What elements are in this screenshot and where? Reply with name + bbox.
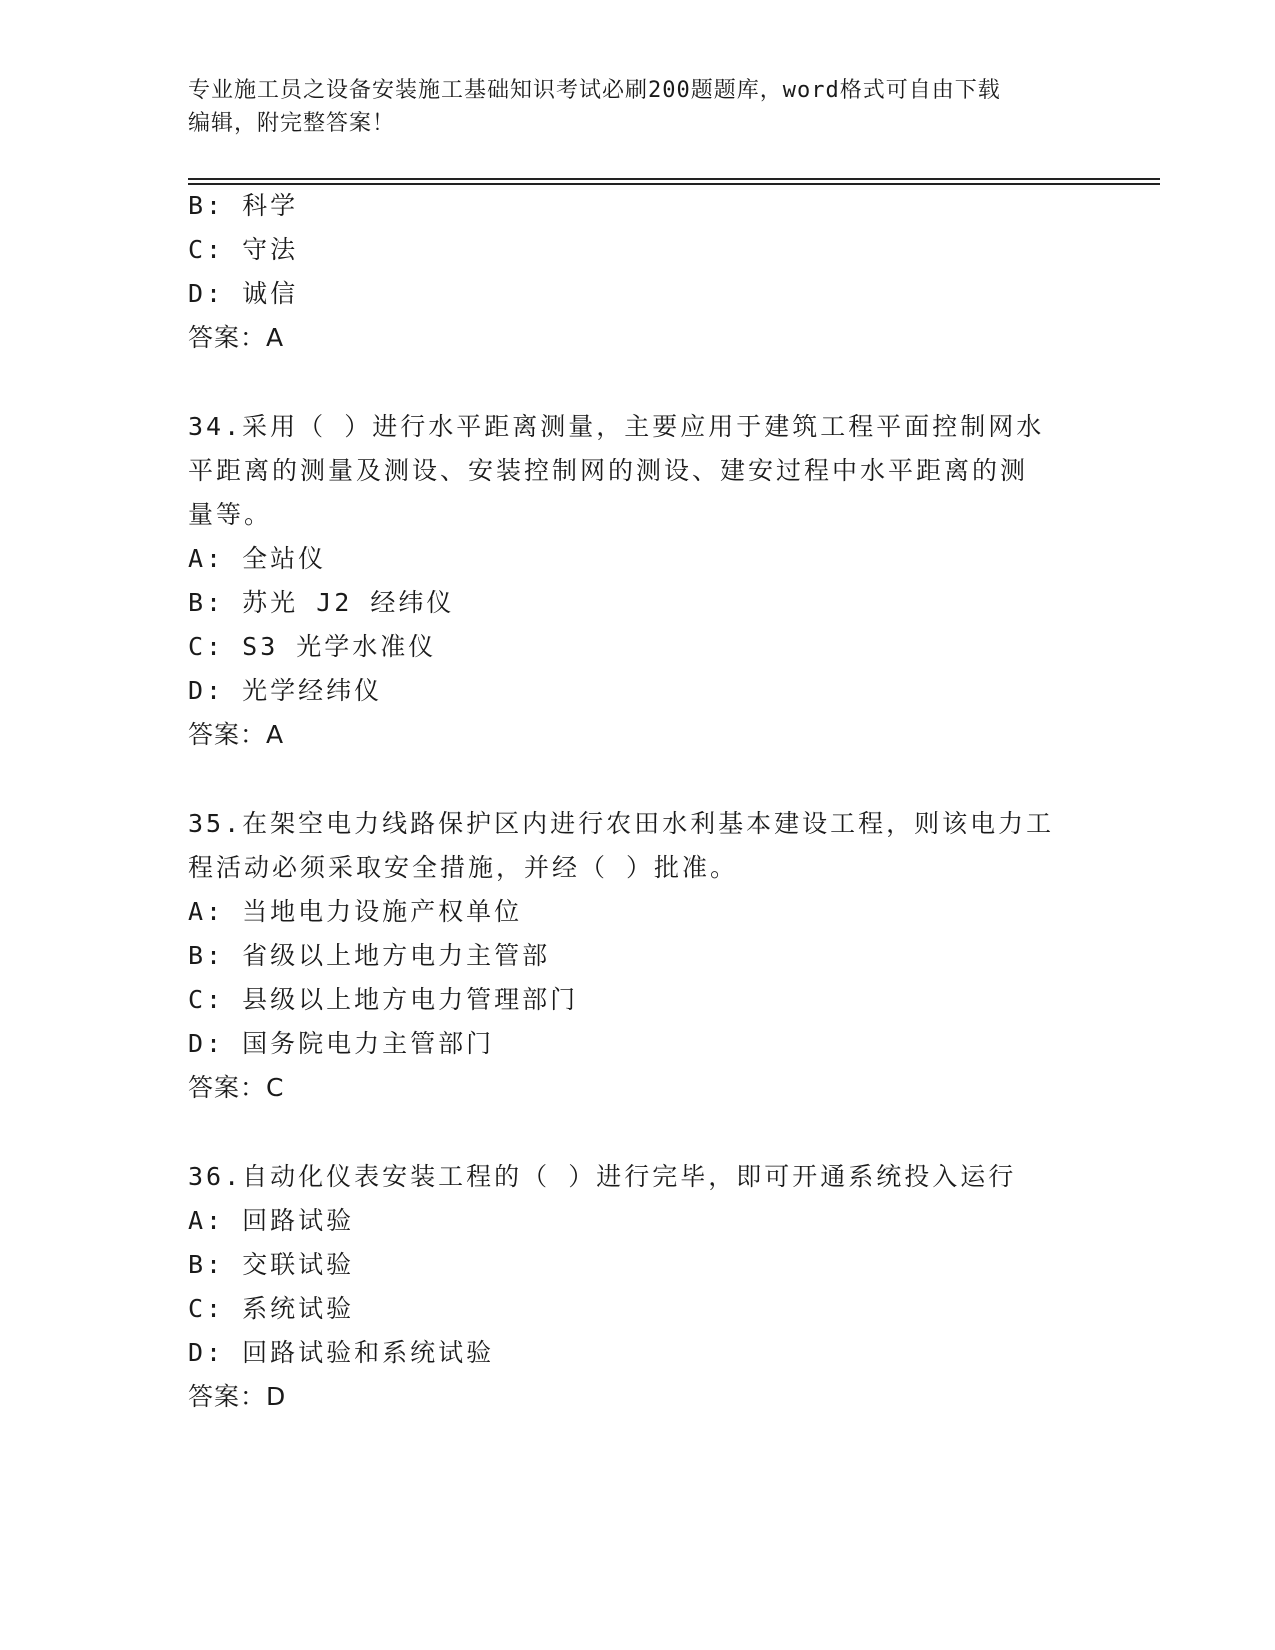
q36-option-d: D: 回路试验和系统试验 [188,1338,495,1367]
q36-option-c: C: 系统试验 [188,1294,355,1323]
q35-option-a: A: 当地电力设施产权单位 [188,897,523,926]
q34-stem-line-3: 量等。 [188,500,273,529]
q35-answer: 答案：C [188,1073,285,1102]
header-divider-top [188,178,1160,180]
q34-answer: 答案：A [188,720,285,749]
q34-option-b: B: 苏光 J2 经纬仪 [188,588,455,617]
q34-stem-line-1: 34.采用（ ）进行水平距离测量，主要应用于建筑工程平面控制网水 [188,412,1045,441]
q35-option-c: C: 县级以上地方电力管理部门 [188,985,579,1014]
q33-answer: 答案：A [188,323,285,352]
q34-option-a: A: 全站仪 [188,544,327,573]
q36-option-a: A: 回路试验 [188,1206,355,1235]
q35-stem-line-2: 程活动必须采取安全措施，并经（ ）批准。 [188,853,739,882]
header-title-line-2: 编辑，附完整答案！ [188,111,396,136]
q35-option-d: D: 国务院电力主管部门 [188,1029,495,1058]
q35-stem-line-1: 35.在架空电力线路保护区内进行农田水利基本建设工程，则该电力工 [188,809,1055,838]
q36-answer: 答案：D [188,1382,287,1411]
header-divider-bottom [188,183,1160,185]
header-title-line-1: 专业施工员之设备安装施工基础知识考试必刷200题题库，word格式可自由下载 [188,78,1001,103]
q36-option-b: B: 交联试验 [188,1250,355,1279]
document-header [188,74,1068,140]
q36-stem-line-1: 36.自动化仪表安装工程的（ ）进行完毕，即可开通系统投入运行 [188,1162,1017,1191]
q33-option-d: D: 诚信 [188,279,299,308]
q34-stem-line-2: 平距离的测量及测设、安装控制网的测设、建安过程中水平距离的测 [188,456,1029,485]
q33-option-c: C: 守法 [188,235,299,264]
q34-option-d: D: 光学经纬仪 [188,676,383,705]
q34-option-c: C: S3 光学水准仪 [188,632,437,661]
q33-option-b: B: 科学 [188,191,299,220]
q35-option-b: B: 省级以上地方电力主管部 [188,941,551,970]
